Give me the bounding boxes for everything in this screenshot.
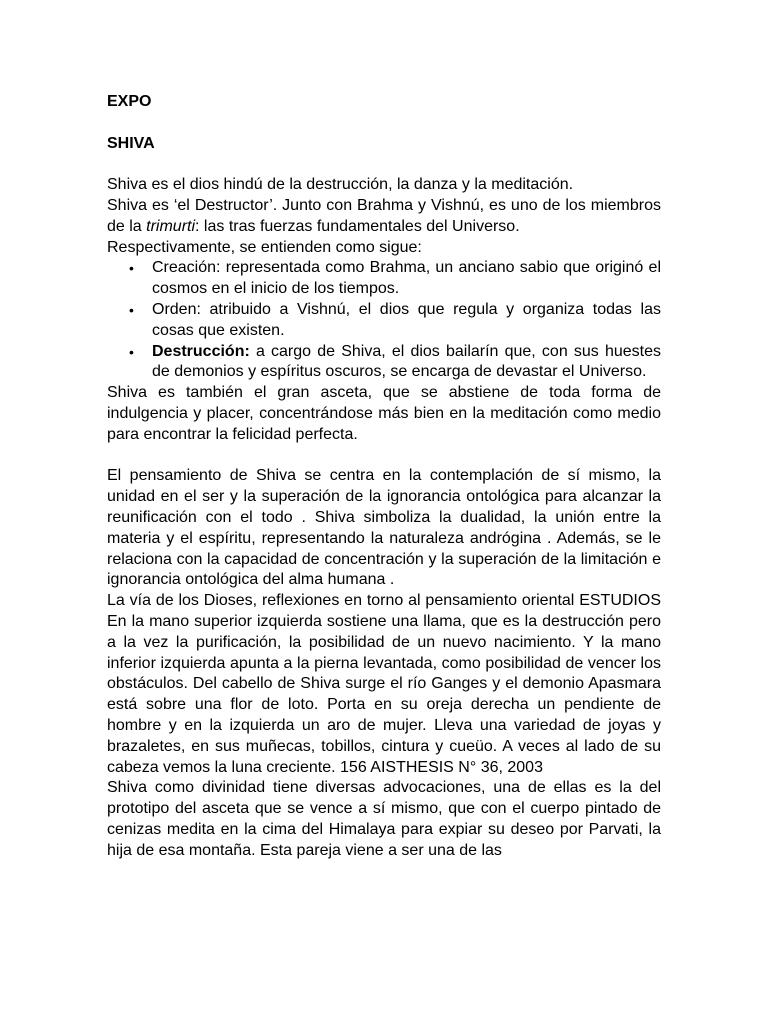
destructor-text-end: : las tras fuerzas fundamentales del Universo. — [195, 217, 520, 235]
list-item-bold-term: Destrucción: — [152, 342, 250, 360]
heading-shiva: SHIVA — [107, 134, 155, 152]
bullet-icon: • — [129, 343, 134, 360]
spacer — [107, 446, 661, 467]
respectively-line: Respectivamente, se entienden como sigue: — [107, 238, 422, 256]
list-item-text: Orden: atribuido a Vishnú, el dios que regula y organiza todas las cosas que existen. — [152, 300, 661, 339]
list-item-orden — [107, 300, 661, 342]
heading-expo: EXPO — [107, 93, 152, 110]
list-item-text: Creación: representada como Brahma, un anciano sabio que originó el cosmos en el inicio de los tiempos. — [152, 259, 661, 298]
destructor-text-start: Shiva es ‘el Destructor’. Junto con Brahma y Vishnú, es uno de los miembros de la — [107, 196, 661, 235]
asceta-paragraph: Shiva es también el gran asceta, que se abstiene de toda forma de indulgencia y placer, concentrándose más bien en la meditación como medio para encontrar la felicidad perfecta. — [107, 384, 661, 443]
forces-list — [107, 258, 661, 383]
list-item-text: a cargo de Shiva, el dios bailarín que, con sus huestes de demonios y espíritus oscuros, se encarga de devastar el Universo. — [152, 342, 661, 381]
spacer — [107, 154, 661, 175]
trimurti-term: trimurti — [146, 217, 196, 235]
pensamiento-paragraph: El pensamiento de Shiva se centra en la contemplación de sí mismo, la unidad en el ser y la superación de la ignorancia ontológica para alcanzar la reunificación con el todo . Shiva simboliza la dualidad, la unión entre la materia y el espíritu, representando la naturaleza andrógina . Además, se le relaciona con la capacidad de concentración y la superación de la limitación e ignorancia ontológica del alma humana . — [107, 467, 661, 589]
bullet-icon: • — [129, 301, 134, 318]
via-paragraph: La vía de los Dioses, reflexiones en torno al pensamiento oriental ESTUDIOS En la mano superior izquierda sostiene una llama, que es la destrucción pero a la vez la purificación, la posibilidad de un nuevo nacimiento. Y la mano inferior izquierda apunta a la pierna levantada, como posibilidad de vencer los obstáculos. Del cabello de Shiva surge el río Ganges y el demonio Apasmara está sobre una flor de loto. Porta en su oreja derecha un pendiente de hombre y en la izquierda un aro de mujer. Lleva una variedad de joyas y brazaletes, en sus muñecas, tobillos, cintura y cueüo. A veces al lado de su cabeza vemos la luna creciente. 156 AISTHESIS N° 36, 2003 — [107, 592, 661, 776]
spacer — [107, 113, 661, 134]
list-item-destruccion — [107, 342, 661, 384]
bullet-icon: • — [129, 260, 134, 277]
document-page — [107, 92, 661, 861]
intro-line: Shiva es el dios hindú de la destrucción, la danza y la meditación. — [107, 176, 574, 194]
destructor-paragraph — [107, 196, 661, 238]
list-item-creacion — [107, 258, 661, 300]
advocaciones-paragraph: Shiva como divinidad tiene diversas advocaciones, una de ellas es la del prototipo del asceta que se vence a sí mismo, que con el cuerpo pintado de cenizas medita en la cima del Himalaya para expiar su deseo por Parvati, la hija de esa montaña. Esta pareja viene a ser una de las — [107, 779, 661, 859]
